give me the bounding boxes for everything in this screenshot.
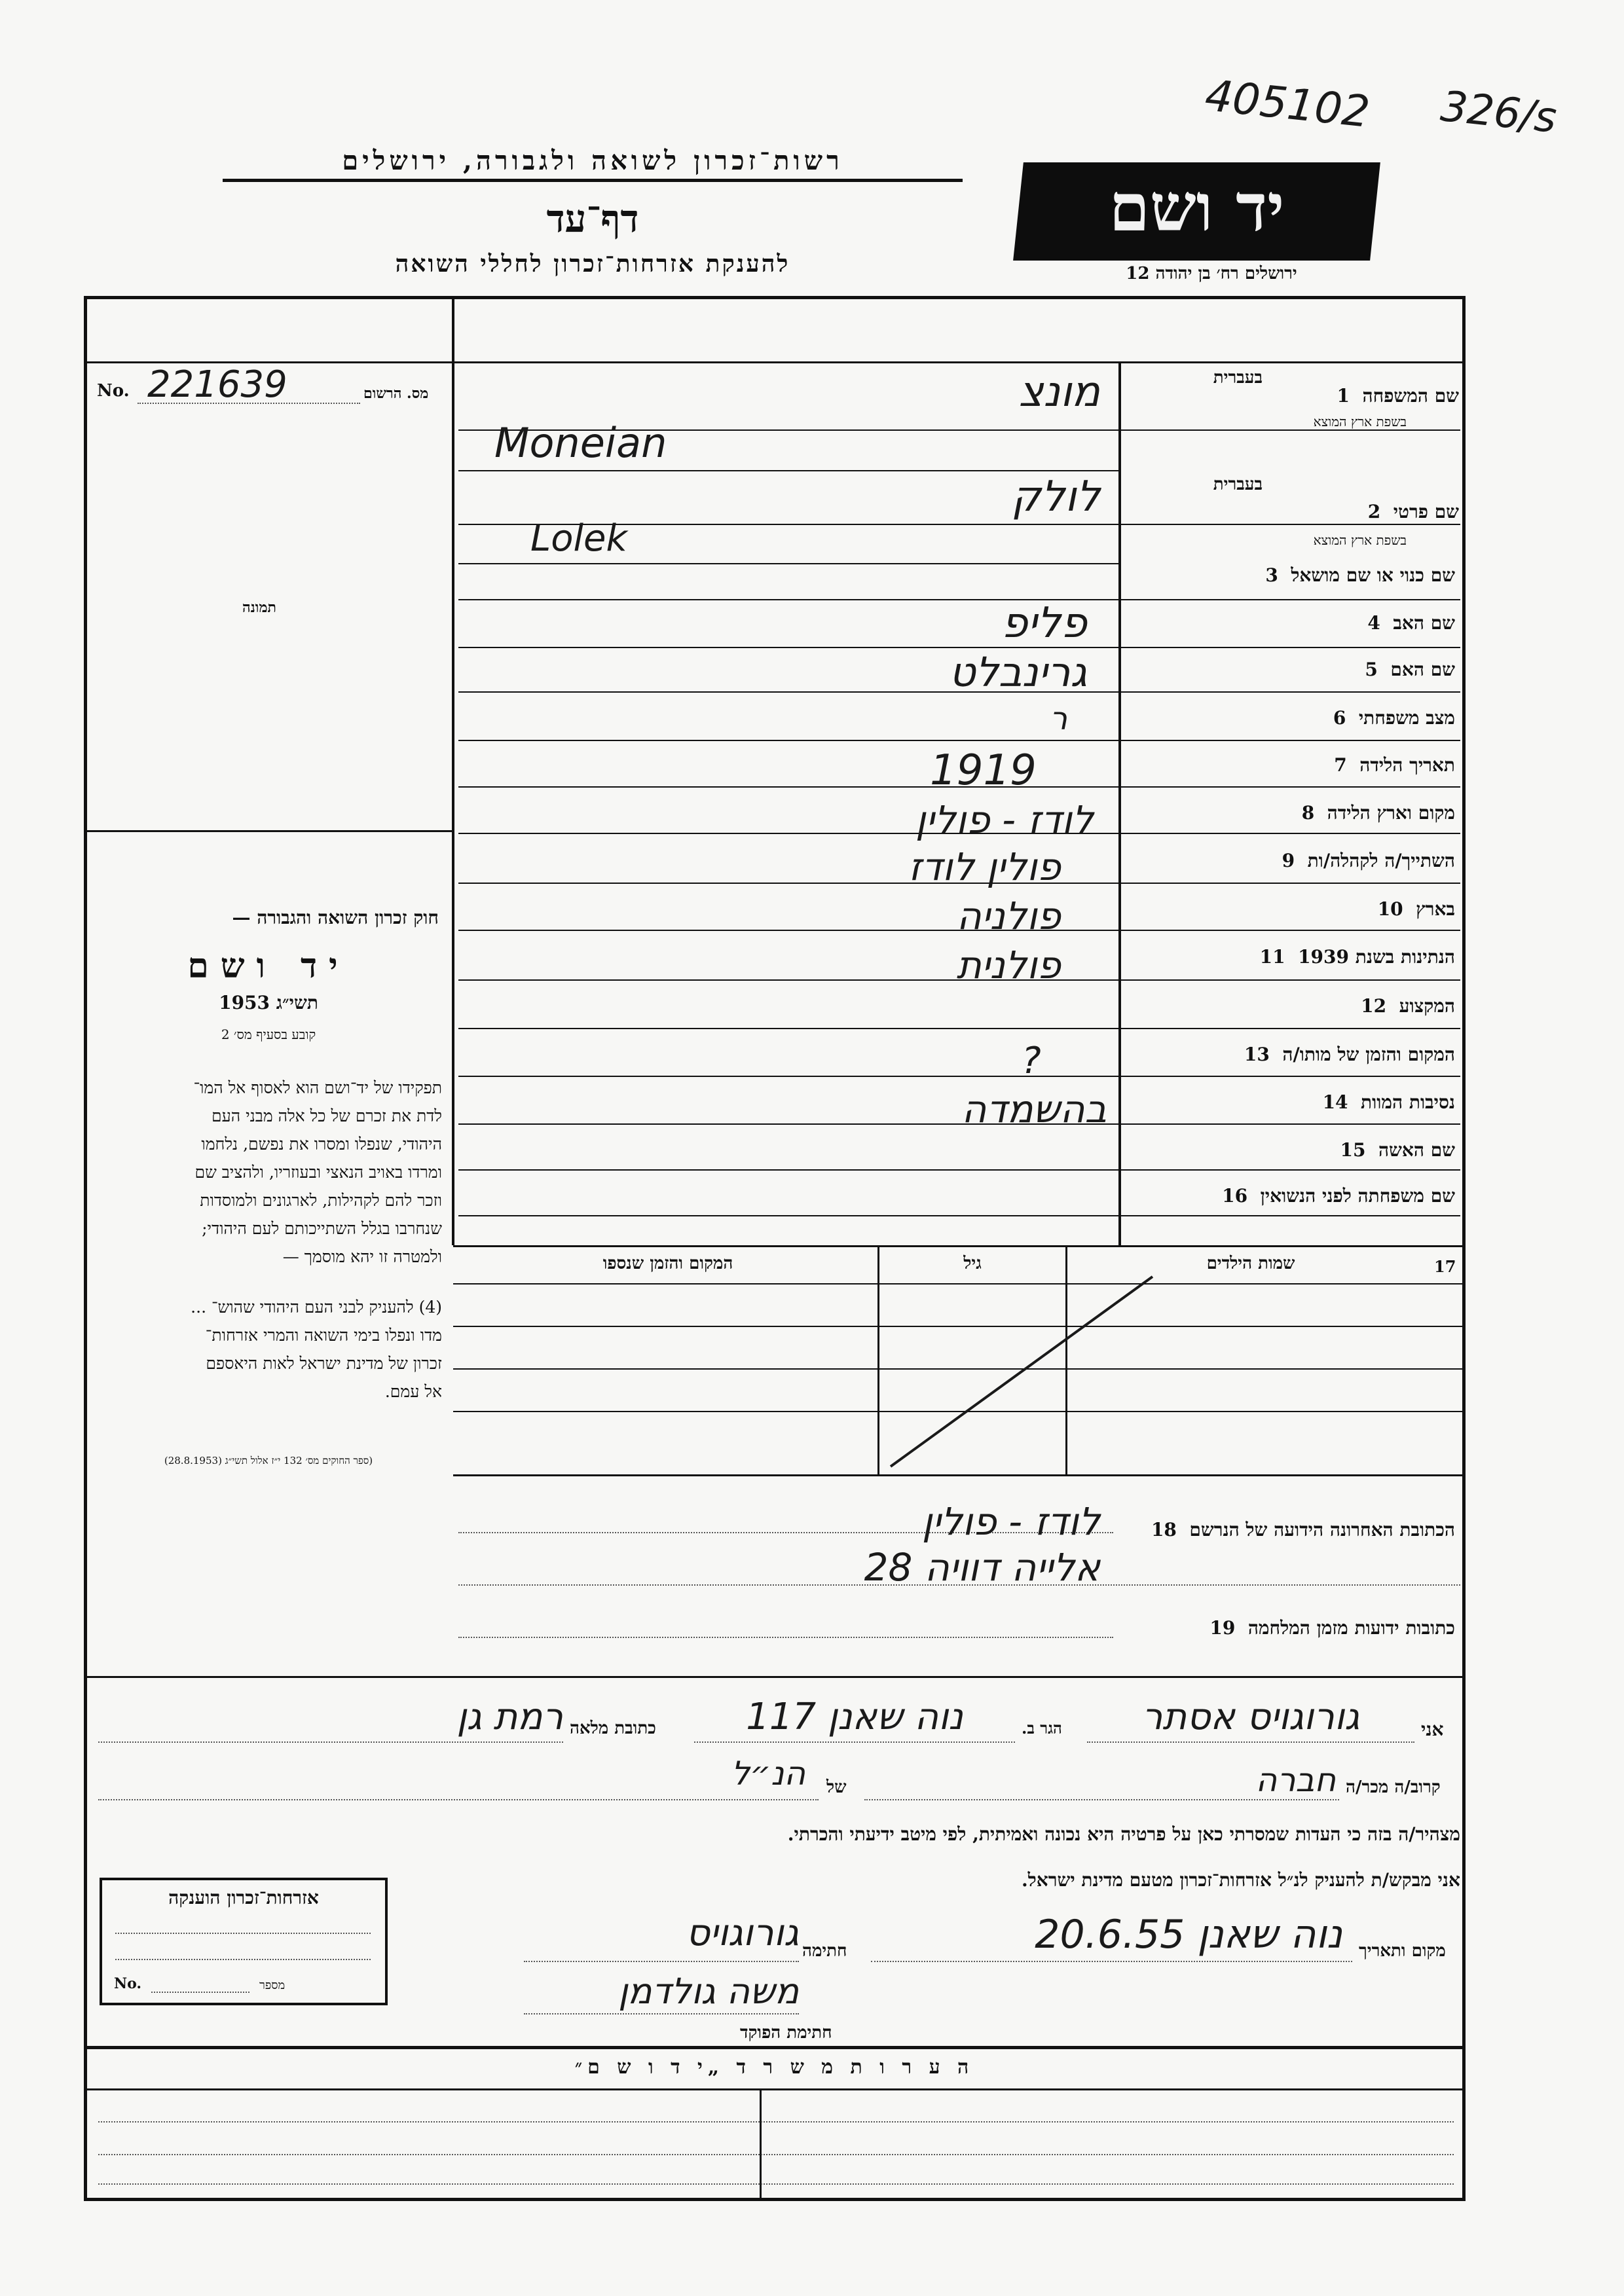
field-11-value: פולנית: [956, 943, 1061, 987]
citizenship-number-label: מספר: [259, 1978, 286, 1992]
logo-address: ירושלים רח׳ בן יהודה 12: [1126, 264, 1297, 283]
field-5-label: שם האם 5: [1365, 659, 1455, 680]
field-2-value-hebrew: לולק: [1011, 473, 1100, 521]
field-7-label: תאריך הלידה 7: [1334, 754, 1455, 776]
field-8-value: לודז - פולין: [915, 797, 1094, 842]
place-date-label: מקום ותאריך: [1359, 1941, 1446, 1961]
children-names-header: שמות הילדים: [1206, 1254, 1295, 1273]
field-19-label: כתובות ידועות מזמן המלחמה 19: [1209, 1617, 1455, 1639]
field-10-label: בארץ 10: [1377, 898, 1455, 920]
field-8-label: מקום וארץ הלידה 8: [1301, 802, 1455, 824]
field-16-label: שם משפחתה לפני הנשואין 16: [1222, 1185, 1455, 1207]
field-2-value-origin: Lolek: [530, 517, 627, 560]
law-paragraph-1: תפקידו של יד־ושם הוא לאסוף אל המו־ לדת את זכרם של כל אלה מבני העם היהודי, שנפלו ומסרו את נפשם, נלחמו ומרדו באויב הנאצי ובעוזריו, ולהציב שם וזכר להם לקהילות, לארגונים ולמוסדות שנחרבו בגלל השתייכותם לעם היהודי; ולמטרה זו יהא מוסמך —: [193, 1078, 442, 1266]
field-15-label: שם האשה 15: [1340, 1139, 1455, 1161]
field-6-value: ר: [1049, 701, 1067, 737]
field-13-label: המקום והזמן של מותו/ה 13: [1244, 1044, 1455, 1065]
field-1-value-hebrew: מונצ: [1018, 368, 1100, 416]
field-9-value: פולין לודז: [908, 845, 1061, 889]
decl-of-label: של: [826, 1777, 847, 1797]
citizenship-title: אזרחות־זכרון הוענקה: [168, 1887, 319, 1908]
law-name: יד ושם: [187, 946, 350, 986]
children-place-header: המקום והזמן שנספו: [602, 1254, 733, 1273]
decl-name: גורוגויס אסתר: [1141, 1696, 1360, 1738]
archive-subnumber: 326/s: [1438, 82, 1559, 143]
field-13-value: ?: [1022, 1040, 1041, 1082]
citizenship-no-label: No.: [114, 1975, 142, 1992]
decl-address: רמת גן: [456, 1696, 563, 1738]
field-11-label: הנתינות בשנת 1939 11: [1259, 946, 1455, 968]
law-paragraph-2: (4) להעניק לבני העם היהודי שהוש־ ... מדו ונפלו בימי השואה והמרי אזרחות־ זכרון של מדינת ישראל לאות היאספם אל עמם.: [191, 1298, 442, 1401]
officer-signature-label: חתימת הפוקד: [740, 2023, 832, 2043]
law-clause: קובע בסעיף מס׳ 2: [221, 1027, 316, 1042]
field-1-label: שם המשפחה 1 בעברית בשפת ארץ המוצא: [1213, 368, 1459, 429]
field-6-label: מצב משפחתי 6: [1333, 707, 1455, 729]
field-14-value: בהשמדה: [961, 1087, 1107, 1131]
signature-value: גורוגויס: [686, 1912, 799, 1954]
field-10-value: פולניה: [956, 894, 1061, 938]
decl-relation-label: קרוב/ה מכר/ה: [1346, 1777, 1441, 1797]
decl-place: נוה שאנן 117: [746, 1696, 963, 1738]
decl-address-label: כתובת מלאה: [570, 1719, 656, 1738]
logo-text: יד ושם: [1109, 169, 1285, 246]
field-2-label: שם פרטי 2 בעברית בשפת ארץ המוצא: [1213, 475, 1459, 548]
decl-statement-1: מצהיר/ה בזה כי העדות שמסרתי כאן על פרטיה היא נכונה ואמיתית, לפי מיטב ידיעתי והכרתי.: [787, 1823, 1460, 1845]
photo-label: תמונה: [242, 599, 276, 616]
registration-number: 221639: [147, 363, 287, 406]
registration-label: מס. הרשום: [363, 385, 429, 402]
field-5-value: גרינבלט: [949, 648, 1087, 696]
field-18-value-2: אלייה דוויה 28: [864, 1545, 1100, 1590]
children-strikeout-line: [871, 1270, 1159, 1480]
decl-of-value: הנ״ל: [731, 1755, 805, 1793]
registration-no-label: No.: [97, 381, 130, 401]
field-12-label: המקצוע 12: [1361, 995, 1455, 1017]
citizenship-box: [100, 1878, 388, 2005]
field-14-label: נסיבות המוות 14: [1322, 1091, 1455, 1113]
field-18-label: הכתובת האחרונה הידועה של הנרשם 18: [1151, 1519, 1455, 1540]
signature-label: חתימה: [802, 1941, 847, 1961]
archive-number: 405102: [1202, 70, 1373, 137]
decl-statement-2: אני מבקש/ת להעניק לנ״ל אזרחות־זכרון מטעם מדינת ישראל.: [1021, 1869, 1460, 1891]
authority-title: רשות־זכרון לשואה ולגבורה, ירושלים: [223, 145, 963, 182]
officer-signature: משה גולדמן: [618, 1971, 799, 2012]
decl-resides-label: הגר ב.: [1022, 1719, 1062, 1738]
field-7-value: 1919: [930, 746, 1037, 795]
form-title: דף־עד: [546, 196, 639, 241]
law-year: תשי״ג 1953: [219, 992, 318, 1013]
form-subtitle: להענקת אזרחות־זכרון לחללי השואה: [395, 250, 790, 278]
children-age-header: גיל: [963, 1254, 982, 1273]
remarks-title: ה ע ר ו ת מ ש ר ד „י ד ו ש ם״: [574, 2056, 974, 2079]
law-source: (ספר החוקים מס׳ 132 י״ז אלול תשי״ג (28.8.1953): [164, 1455, 373, 1467]
place-date-value: נוה שאנן 20.6.55: [1035, 1912, 1342, 1958]
field-3-label: שם כנוי או שם מושאל 3: [1265, 564, 1455, 586]
children-field-num: 17: [1434, 1257, 1456, 1276]
field-1-value-origin: Moneian: [494, 419, 667, 467]
field-18-value-1: לודז - פולין: [921, 1499, 1100, 1544]
field-9-label: השתייך/ה לקהלה/ות 9: [1282, 850, 1455, 871]
decl-relation: חברה: [1255, 1761, 1336, 1799]
field-4-label: שם האב 4: [1367, 612, 1455, 634]
field-4-value: פליפ: [1001, 599, 1087, 647]
decl-prefix: אני: [1421, 1719, 1444, 1740]
law-title: חוק זכרון השואה והגבורה —: [232, 907, 439, 928]
